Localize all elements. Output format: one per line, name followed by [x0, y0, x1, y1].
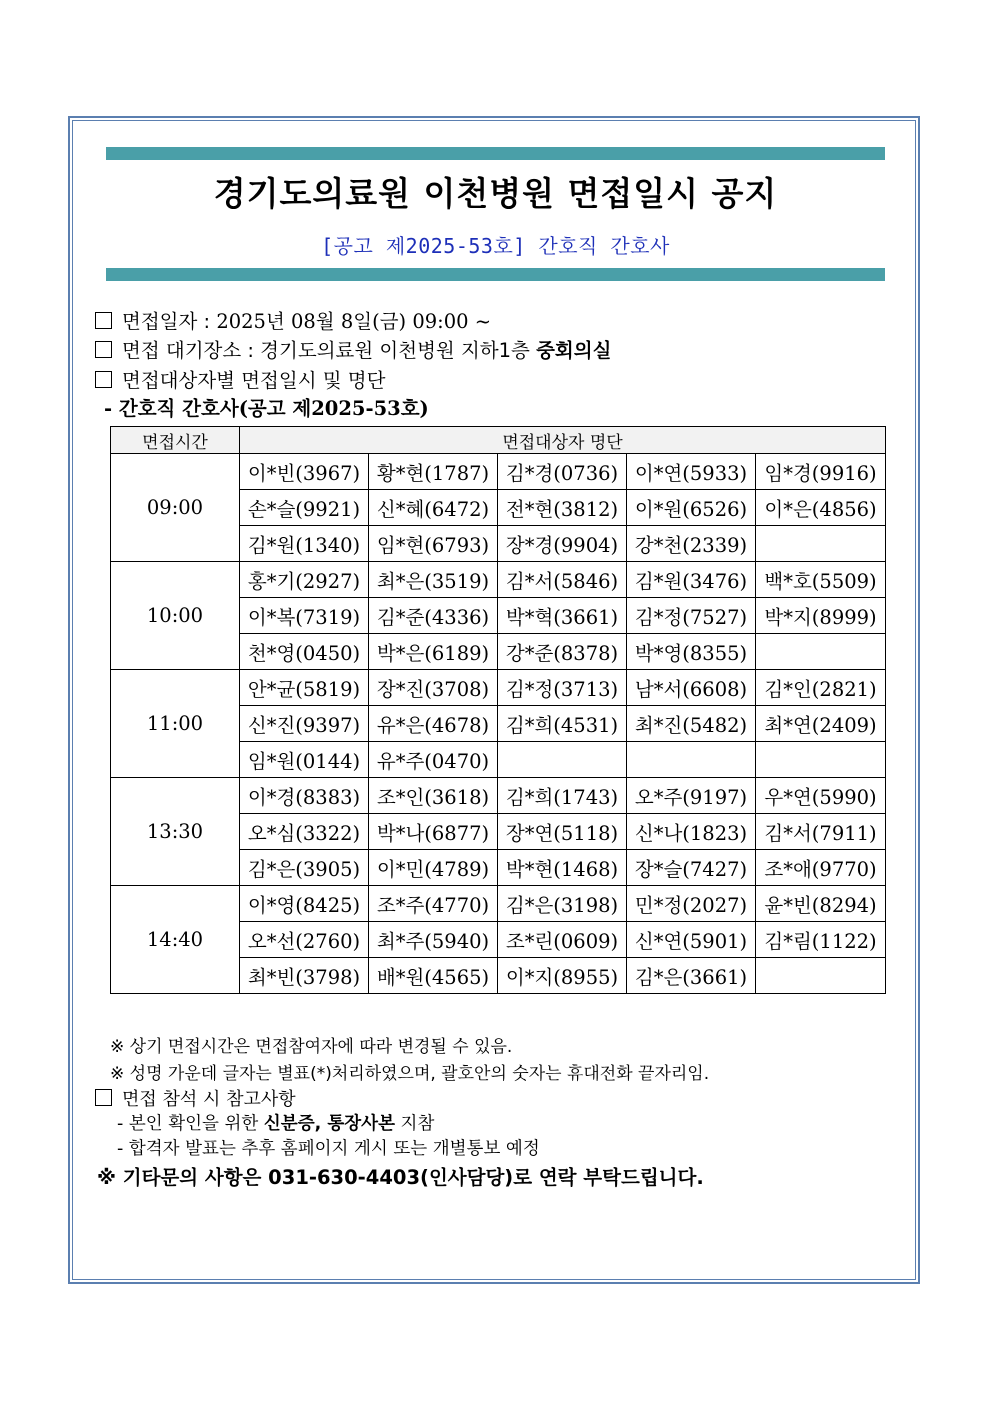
candidate-cell: 이*영(8425) [240, 886, 369, 922]
candidate-cell: 민*정(2027) [627, 886, 756, 922]
candidate-cell: 김*원(3476) [627, 562, 756, 598]
candidate-cell: 김*정(7527) [627, 598, 756, 634]
candidate-cell: 최*연(2409) [756, 706, 886, 742]
interview-date-line [95, 306, 491, 334]
candidate-cell: 장*진(3708) [369, 670, 498, 706]
schedule-table [110, 426, 886, 994]
ref1-prefix: - 본인 확인을 위한 [117, 1114, 264, 1134]
reference-title: 면접 참석 시 참고사항 [122, 1089, 296, 1110]
candidate-cell: 조*애(9770) [756, 850, 886, 886]
candidate-cell: 천*영(0450) [240, 634, 369, 670]
time-cell: 14:40 [111, 886, 240, 994]
waiting-place-line [95, 335, 611, 363]
candidate-cell [756, 526, 886, 562]
candidate-cell: 배*원(4565) [369, 958, 498, 994]
candidate-cell: 이*경(8383) [240, 778, 369, 814]
candidate-cell: 김*인(2821) [756, 670, 886, 706]
time-cell: 10:00 [111, 562, 240, 670]
notice-subtitle: [공고 제2025-53호] 간호직 간호사 [321, 234, 670, 258]
candidate-cell: 박*영(8355) [627, 634, 756, 670]
candidate-cell: 김*희(1743) [498, 778, 627, 814]
candidate-cell: 윤*빈(8294) [756, 886, 886, 922]
candidate-cell: 김*준(4336) [369, 598, 498, 634]
candidate-cell: 신*연(5901) [627, 922, 756, 958]
candidate-cell: 남*서(6608) [627, 670, 756, 706]
category-line: - 간호직 간호사(공고 제2025-53호) [104, 397, 429, 420]
ref1-bold: 신분증, 통장사본 [263, 1114, 395, 1134]
candidate-cell: 우*연(5990) [756, 778, 886, 814]
candidate-cell: 임*현(6793) [369, 526, 498, 562]
candidate-cell: 신*혜(6472) [369, 490, 498, 526]
table-header-row [111, 427, 886, 454]
note-schedule-change: ※ 상기 면접시간은 면접참여자에 따라 변경될 수 있음. [110, 1037, 513, 1057]
date-value: 2025년 08월 8일(금) 09:00 ~ [216, 310, 492, 333]
table-row [111, 886, 886, 922]
candidate-cell: 최*빈(3798) [240, 958, 369, 994]
header-band-top [106, 147, 885, 160]
candidate-cell: 신*나(1823) [627, 814, 756, 850]
candidate-cell: 오*주(9197) [627, 778, 756, 814]
candidate-cell: 김*은(3661) [627, 958, 756, 994]
candidate-cell: 김*서(7911) [756, 814, 886, 850]
candidate-cell: 전*현(3812) [498, 490, 627, 526]
candidate-cell: 최*주(5940) [369, 922, 498, 958]
place-label: 면접 대기장소 : 경기도의료원 이천병원 지하1층 [122, 339, 537, 362]
reference-item-result: - 합격자 발표는 추후 홈페이지 게시 또는 개별통보 예정 [117, 1139, 540, 1159]
table-row [111, 778, 886, 814]
notice-title: 경기도의료원 이천병원 면접일시 공지 [213, 174, 778, 213]
candidate-cell: 임*원(0144) [240, 742, 369, 778]
candidate-cell: 박*은(6189) [369, 634, 498, 670]
candidate-cell: 홍*기(2927) [240, 562, 369, 598]
table-row [111, 454, 886, 490]
candidate-cell: 김*림(1122) [756, 922, 886, 958]
candidate-cell: 장*연(5118) [498, 814, 627, 850]
candidate-cell: 김*정(3713) [498, 670, 627, 706]
candidate-cell: 조*주(4770) [369, 886, 498, 922]
candidate-cell: 김*경(0736) [498, 454, 627, 490]
candidate-cell: 백*호(5509) [756, 562, 886, 598]
candidate-cell: 장*슬(7427) [627, 850, 756, 886]
candidate-cell: 조*린(0609) [498, 922, 627, 958]
candidate-cell: 박*현(1468) [498, 850, 627, 886]
candidate-cell: 최*은(3519) [369, 562, 498, 598]
reference-item-id [117, 1110, 434, 1135]
table-row [111, 670, 886, 706]
candidate-cell: 박*혁(3661) [498, 598, 627, 634]
reference-title-line [95, 1085, 296, 1111]
candidate-cell: 이*연(5933) [627, 454, 756, 490]
contact-line: ※ 기타문의 사항은 031-630-4403(인사담당)로 연락 부탁드립니다. [97, 1166, 704, 1189]
candidate-cell: 유*은(4678) [369, 706, 498, 742]
header-time: 면접시간 [111, 427, 240, 454]
candidate-cell: 황*현(1787) [369, 454, 498, 490]
candidate-cell: 이*민(4789) [369, 850, 498, 886]
candidate-cell: 최*진(5482) [627, 706, 756, 742]
candidate-cell: 오*심(3322) [240, 814, 369, 850]
candidate-cell: 김*은(3198) [498, 886, 627, 922]
list-line [95, 365, 385, 393]
note-masking: ※ 성명 가운데 글자는 별표(*)처리하였으며, 괄호안의 숫자는 휴대전화 끝자리임. [110, 1064, 710, 1084]
time-cell: 13:30 [111, 778, 240, 886]
candidate-cell: 강*준(8378) [498, 634, 627, 670]
list-label: 면접대상자별 면접일시 및 명단 [122, 369, 386, 392]
candidate-cell: 이*원(6526) [627, 490, 756, 526]
candidate-cell: 김*희(4531) [498, 706, 627, 742]
ref1-suffix: 지참 [394, 1114, 435, 1134]
candidate-cell: 강*천(2339) [627, 526, 756, 562]
candidate-cell [756, 634, 886, 670]
candidate-cell: 이*빈(3967) [240, 454, 369, 490]
candidate-cell: 김*서(5846) [498, 562, 627, 598]
candidate-cell: 김*원(1340) [240, 526, 369, 562]
date-label: 면접일자 : [122, 310, 217, 333]
candidate-cell: 신*진(9397) [240, 706, 369, 742]
candidate-cell [756, 958, 886, 994]
candidate-cell: 안*균(5819) [240, 670, 369, 706]
candidate-cell: 이*지(8955) [498, 958, 627, 994]
candidate-cell: 이*은(4856) [756, 490, 886, 526]
table-row [111, 562, 886, 598]
header-band-bottom [106, 268, 885, 281]
candidate-cell [627, 742, 756, 778]
candidate-cell: 오*선(2760) [240, 922, 369, 958]
candidate-cell: 이*복(7319) [240, 598, 369, 634]
candidate-cell: 임*경(9916) [756, 454, 886, 490]
candidate-cell: 박*지(8999) [756, 598, 886, 634]
candidate-cell: 박*나(6877) [369, 814, 498, 850]
candidate-cell: 김*은(3905) [240, 850, 369, 886]
header-names: 면접대상자 명단 [240, 427, 886, 454]
candidate-cell: 유*주(0470) [369, 742, 498, 778]
checkbox-icon [95, 371, 112, 388]
checkbox-icon [95, 341, 112, 358]
candidate-cell: 장*경(9904) [498, 526, 627, 562]
checkbox-icon [95, 312, 112, 329]
time-cell: 09:00 [111, 454, 240, 562]
candidate-cell [756, 742, 886, 778]
candidate-cell: 조*인(3618) [369, 778, 498, 814]
checkbox-icon [95, 1089, 112, 1106]
place-value: 중회의실 [536, 339, 612, 362]
time-cell: 11:00 [111, 670, 240, 778]
candidate-cell [498, 742, 627, 778]
candidate-cell: 손*슬(9921) [240, 490, 369, 526]
